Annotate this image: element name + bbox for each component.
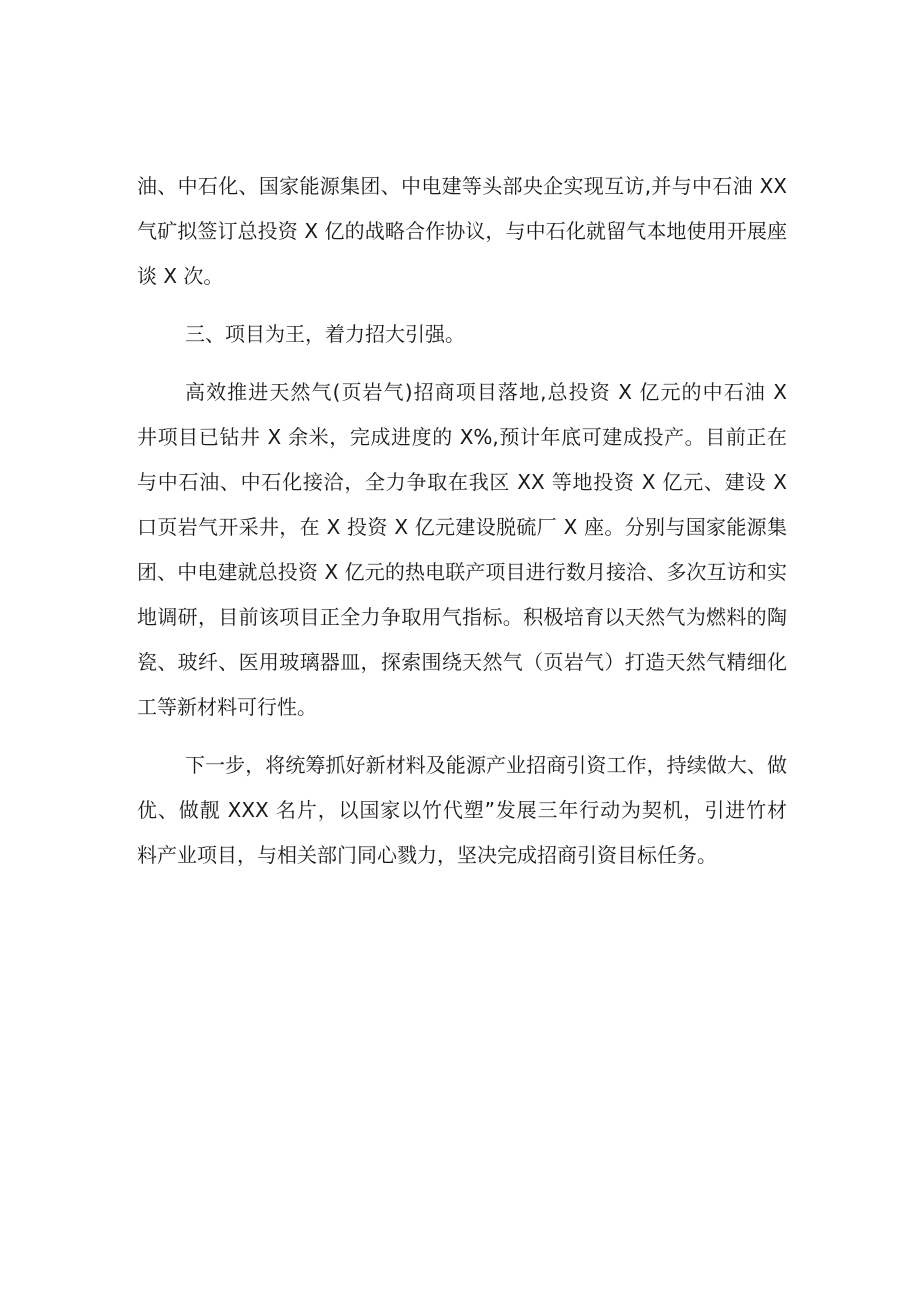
text-line: 团、中电建就总投资 X 亿元的热电联产项目进行数月接洽、多次互访和实 xyxy=(137,560,787,584)
text-line: 工等新材料可行性。 xyxy=(137,695,317,719)
text-line: 高效推进天然气(页岩气)招商项目落地,总投资 X 亿元的中石油 X xyxy=(185,380,787,404)
paragraph-next-steps xyxy=(137,743,787,878)
document-body xyxy=(137,164,787,878)
paragraph-projects xyxy=(137,370,787,730)
text-line: 地调研，目前该项目正全力争取用气指标。积极培育以天然气为燃料的陶 xyxy=(137,605,787,629)
section-heading xyxy=(137,312,787,357)
text-line: 料产业项目，与相关部门同心戮力，坚决完成招商引资目标任务。 xyxy=(137,843,717,867)
paragraph-continuation xyxy=(137,164,787,299)
text-line: 瓷、玻纤、医用玻璃器皿，探索围绕天然气（页岩气）打造天然气精细化 xyxy=(137,650,787,674)
text-line: 油、中石化、国家能源集团、中电建等头部央企实现互访,并与中石油 XX xyxy=(137,174,787,198)
text-line: 与中石油、中石化接洽，全力争取在我区 XX 等地投资 X 亿元、建设 X xyxy=(137,470,787,494)
text-line: 谈 X 次。 xyxy=(137,264,224,288)
text-line: 下一步，将统筹抓好新材料及能源产业招商引资工作，持续做大、做 xyxy=(185,753,787,777)
text-line: 气矿拟签订总投资 X 亿的战略合作协议，与中石化就留气本地使用开展座 xyxy=(137,219,787,243)
text-line: 优、做靓 XXX 名片，以国家以竹代塑”发展三年行动为契机，引进竹材 xyxy=(137,798,787,822)
text-line: 井项目已钻井 X 余米，完成进度的 X%,预计年底可建成投产。目前正在 xyxy=(137,425,787,449)
text-line: 口页岩气开采井，在 X 投资 X 亿元建设脱硫厂 X 座。分别与国家能源集 xyxy=(137,515,787,539)
text-line: 三、项目为王，着力招大引强。 xyxy=(185,322,465,346)
